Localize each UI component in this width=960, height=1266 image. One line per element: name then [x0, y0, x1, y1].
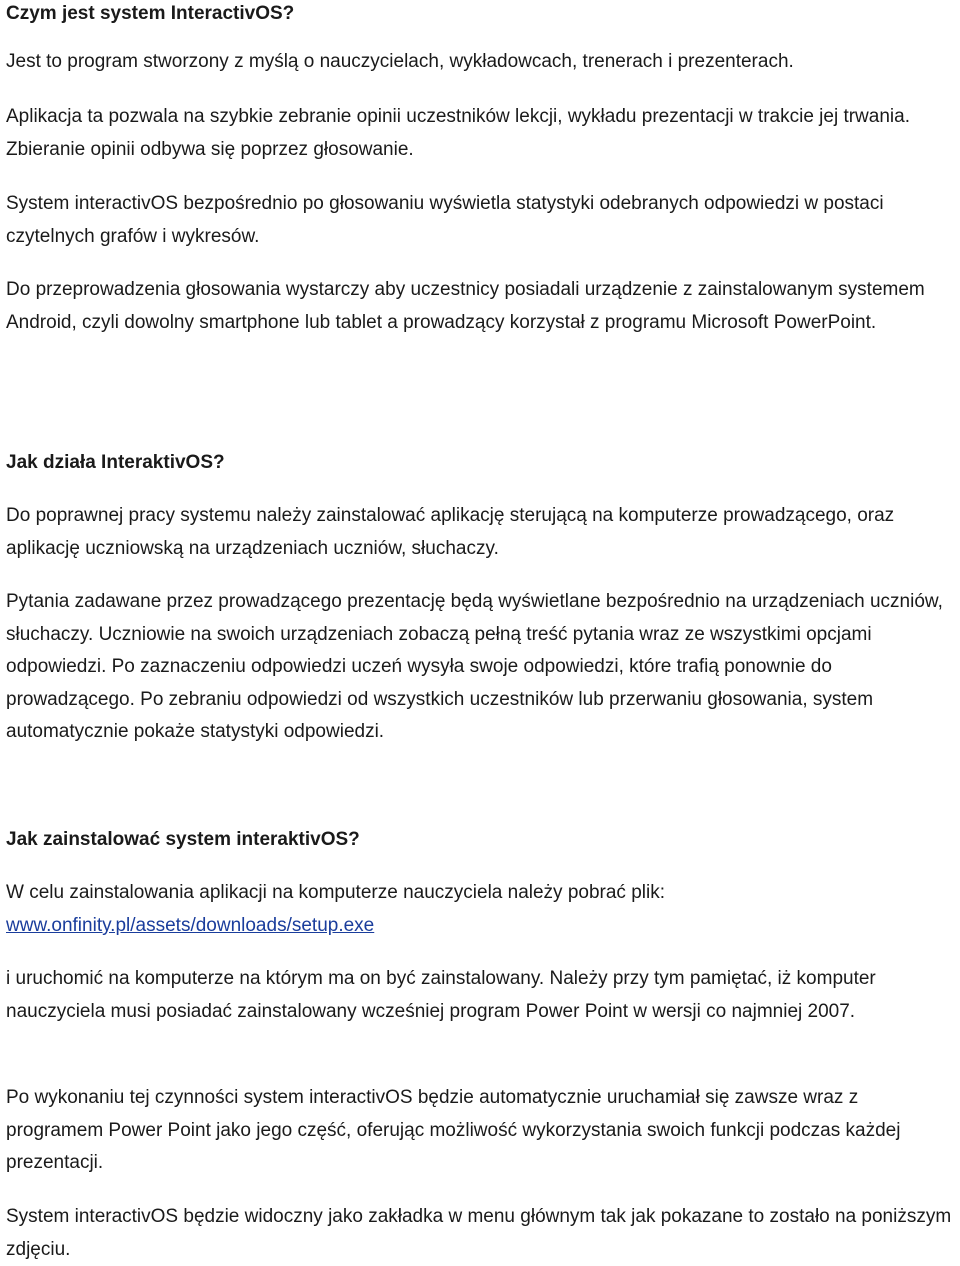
paragraph-voting-flow: Pytania zadawane przez prowadzącego prezentację będą wyświetlane bezpośrednio na urządzeniach uczniów, słuchaczy. Uczniowie na swoich urządzeniach zobaczą pełną treść pytania wraz ze wszystkimi opcjami odpowiedzi. Po zaznaczeniu odpowiedzi uczeń wysyła swoje odpowiedzi, które trafią ponownie do prowadzącego. Po zebraniu odpowiedzi od wszystkich uczestników lub przerwaniu głosowania, system automatycznie pokaże statystyki odpowiedzi.: [6, 591, 943, 742]
paragraph-statistics: System interactivOS bezpośrednio po głosowaniu wyświetla statystyki odebranych odpowiedzi w postaci czytelnych grafów i wykresów.: [6, 193, 884, 247]
paragraph-powerpoint-integration: Po wykonaniu tej czynności system interactivOS będzie automatycznie uruchamiał się zawsze wraz z programem Power Point jako jego część, oferując możliwość wykorzystania swoich funkcji podczas każdej prezentacji.: [6, 1087, 901, 1173]
paragraph-menu-tab: System interactivOS będzie widoczny jako zakładka w menu głównym tak jak pokazane to zostało na poniższym zdjęciu.: [6, 1206, 952, 1260]
paragraph-run-installer: i uruchomić na komputerze na którym ma on być zainstalowany. Należy przy tym pamiętać, iż komputer nauczyciela musi posiadać zainstalowany wcześniej program Power Point w wersji co najmniej 2007.: [6, 968, 876, 1022]
setup-download-link[interactable]: www.onfinity.pl/assets/downloads/setup.exe: [6, 915, 375, 936]
section-heading-how-to-install: Jak zainstalować system interaktivOS?: [6, 829, 360, 850]
paragraph-intro: Jest to program stworzony z myślą o nauczycielach, wykładowcach, trenerach i prezenterach.: [6, 51, 794, 72]
paragraph-download-instruction: W celu zainstalowania aplikacji na komputerze nauczyciela należy pobrać plik:: [6, 882, 665, 903]
paragraph-app-purpose: Aplikacja ta pozwala na szybkie zebranie opinii uczestników lekcji, wykładu prezentacji w trakcie jej trwania. Zbieranie opinii odbywa się poprzez głosowanie.: [6, 106, 910, 160]
paragraph-requirements: Do przeprowadzenia głosowania wystarczy aby uczestnicy posiadali urządzenie z zainstalowanym systemem Android, czyli dowolny smartphone lub tablet a prowadzący korzystał z programu Microsoft PowerPoint.: [6, 279, 925, 333]
paragraph-installation-overview: Do poprawnej pracy systemu należy zainstalować aplikację sterującą na komputerze prowadzącego, oraz aplikację uczniowską na urządzeniach uczniów, słuchaczy.: [6, 505, 895, 559]
section-heading-how-it-works: Jak działa InteraktivOS?: [6, 452, 225, 473]
section-heading-what-is: Czym jest system InteractivOS?: [6, 3, 295, 24]
